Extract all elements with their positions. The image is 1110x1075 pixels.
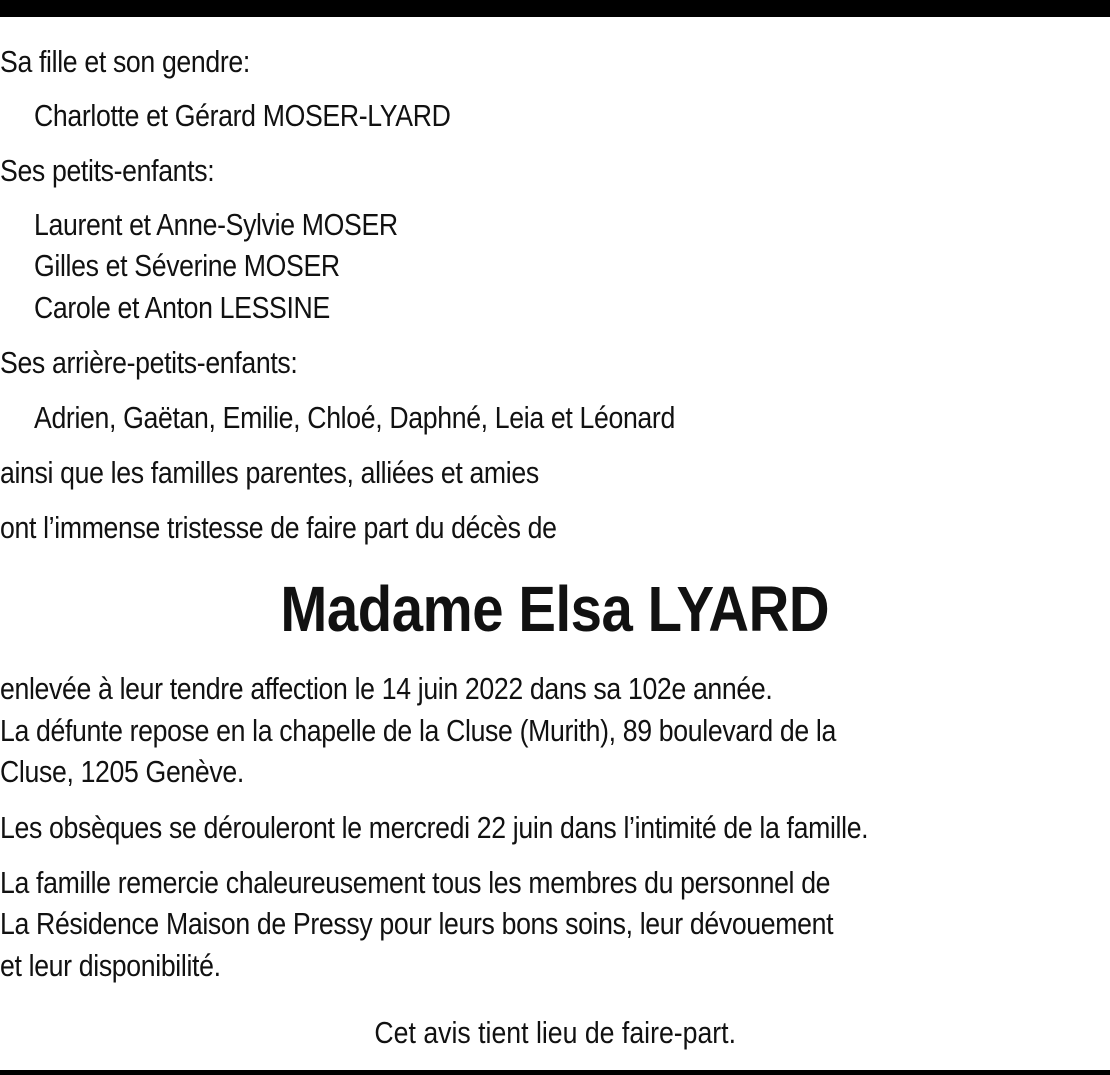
details-line: Cluse, 1205 Genève. xyxy=(0,754,244,789)
closing-line xyxy=(0,1013,1110,1053)
announcement-line: ont l’immense tristesse de faire part du décès de xyxy=(0,510,557,545)
grandchildren-heading: Ses petits-enfants: xyxy=(0,153,215,188)
grandchild-name: Laurent et Anne-Sylvie MOSER xyxy=(34,207,398,242)
details-line: enlevée à leur tendre affection le 14 juin 2022 dans sa 102e année. xyxy=(0,671,773,706)
funeral-line: Les obsèques se dérouleront le mercredi 22 juin dans l’intimité de la famille. xyxy=(0,810,869,845)
grandchild-name: Carole et Anton LESSINE xyxy=(34,290,330,325)
bottom-rule xyxy=(0,1070,1110,1075)
great-grandchildren-heading: Ses arrière-petits-enfants: xyxy=(0,345,298,380)
closing-text: Cet avis tient lieu de faire-part. xyxy=(374,1015,736,1050)
top-rule xyxy=(0,0,1110,17)
families-line: ainsi que les familles parentes, alliées et amies xyxy=(0,455,539,490)
deceased-name-text: Madame Elsa LYARD xyxy=(280,573,830,645)
thanks-line: et leur disponibilité. xyxy=(0,948,221,983)
thanks-line: La Résidence Maison de Pressy pour leurs bons soins, leur dévouement xyxy=(0,906,834,941)
details-line: La défunte repose en la chapelle de la Cluse (Murith), 89 boulevard de la xyxy=(0,713,836,748)
thanks-line: La famille remercie chaleureusement tous les membres du personnel de xyxy=(0,865,831,900)
great-grandchildren-names: Adrien, Gaëtan, Emilie, Chloé, Daphné, Leia et Léonard xyxy=(34,400,675,435)
grandchild-name: Gilles et Séverine MOSER xyxy=(34,248,340,283)
daughter-name: Charlotte et Gérard MOSER-LYARD xyxy=(34,98,451,133)
deceased-name xyxy=(0,571,1110,647)
daughter-heading: Sa fille et son gendre: xyxy=(0,44,250,79)
